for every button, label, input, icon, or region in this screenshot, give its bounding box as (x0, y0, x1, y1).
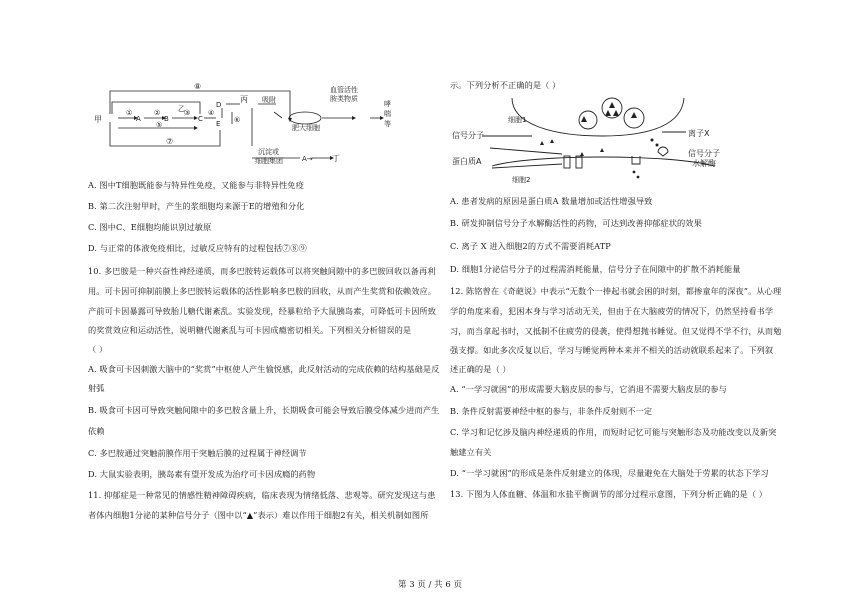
q11-stem-line1: 11. 抑郁症是一种常见的情感性精神障碍疾病，临床表现为情绪低落、悲观等。研究发现这与患 (88, 490, 436, 500)
svg-text:乙: 乙 (178, 105, 185, 113)
svg-text:细胞2: 细胞2 (512, 176, 531, 184)
svg-text:肥大细胞: 肥大细胞 (292, 124, 320, 132)
synapse-diagram (452, 96, 752, 188)
q9-option-a: A. 图中T细胞既能参与特异性免疫，又能参与非特异性免疫 (88, 180, 304, 190)
q11-option-c: C. 离子 X 进入细胞2的方式不需要消耗ATP (450, 241, 611, 251)
q10-stem-line1: 10. 多巴胺是一种兴奋性神经递质，而多巴胺转运载体可以将突触间隙中的多巴胺回收以备再利 (88, 266, 436, 276)
svg-text:喘: 喘 (384, 110, 391, 118)
svg-text:①: ① (126, 109, 133, 117)
q10-option-d: D. 大鼠实验表明，胰岛素有望开发成为治疗可卡因成瘾的药物 (88, 469, 316, 479)
signal-molecules (540, 102, 659, 178)
q12-stem-line2: 学的角度来看，犯困本身与学习活动无关，但由于在大脑疲劳的情况下，仍然坚持看书学 (450, 306, 774, 316)
svg-text:等: 等 (384, 120, 391, 128)
q12-option-a: A. “一学习就困”的形成需要大脑皮层的参与，它消退不需要大脑皮层的参与 (450, 384, 727, 394)
svg-text:信号分子: 信号分子 (452, 131, 484, 140)
q11-option-d: D. 细胞1分泌信号分子的过程需消耗能量，信号分子在间隙中的扩散不消耗能量 (450, 264, 741, 274)
svg-text:沉淀或: 沉淀或 (258, 148, 279, 156)
q10-option-b-line2: 依赖 (88, 426, 105, 436)
q9-option-c: C. 图中C、E细胞均能识别过敏原 (88, 222, 212, 232)
svg-text:甲: 甲 (94, 115, 102, 124)
q12-stem-line5: 述正确的是（ ） (450, 364, 511, 374)
svg-text:E: E (216, 120, 221, 128)
svg-text:④: ④ (208, 109, 215, 117)
svg-text:胺类物质: 胺类物质 (330, 95, 358, 103)
svg-text:水解酶: 水解酶 (692, 159, 716, 168)
q11-stem-line3: 示。下列分析不正确的是（ ） (450, 80, 561, 90)
svg-text:哮: 哮 (384, 100, 391, 108)
q10-stem-line2: 用。可卡因可抑制前膜上多巴胺转运载体的活性影响多巴胺的回收，从而产生奖赏和依赖效应。 (88, 286, 437, 296)
q11-stem-line2: 者体内细胞1分泌的某种信号分子（图中以“▲”表示）难以作用于细胞2有关，相关机制如图所 (88, 510, 429, 520)
q10-option-a-line1: A. 吸食可卡因刺激大脑中的“奖赏”中枢使人产生愉悦感，此反射活动的完成依赖的结构基础是反 (88, 364, 440, 374)
immune-diagram (90, 78, 420, 178)
svg-text:⑧: ⑧ (194, 82, 202, 91)
q10-stem-line4: 的奖赏效应和运动活性，说明糖代谢紊乱与可卡因成瘾密切相关。下列相关分析错误的是 (88, 325, 412, 335)
q12-option-c-line2: 触建立有关 (450, 447, 492, 457)
q12-option-b: B. 条件反射需要神经中枢的参与，非条件反射则不一定 (450, 406, 653, 416)
svg-text:细胞1: 细胞1 (508, 116, 527, 124)
svg-text:丁: 丁 (332, 154, 340, 163)
svg-text:细胞集团: 细胞集团 (255, 157, 283, 165)
svg-text:②: ② (154, 109, 161, 117)
q10-option-a-line2: 射弧 (88, 383, 105, 393)
svg-text:D: D (216, 101, 222, 109)
svg-text:丙: 丙 (240, 95, 248, 104)
svg-text:离子X: 离子X (688, 129, 710, 138)
q11-option-a: A. 患者发病的原因是蛋白质A 数量增加或活性增强导致 (450, 196, 653, 206)
svg-text:血管活性: 血管活性 (330, 86, 358, 94)
q11-option-b: B. 研发抑制信号分子水解酶活性的药物，可达到改善抑郁症状的效果 (450, 218, 702, 228)
q12-stem-line4: 强支撑。如此多次反复以后，学习与睡觉两种本来并不相关的活动就联系起来了。下列叙 (450, 345, 774, 355)
svg-text:⑥: ⑥ (234, 116, 241, 124)
q12-option-d: D. “一学习就困”的形成是条件反射建立的体现，尽量避免在大脑处于劳累的状态下学习 (450, 468, 769, 478)
svg-text:信号分子: 信号分子 (688, 149, 720, 158)
q12-stem-line3: 习，而当拿起书时，又抵制不住疲劳的侵袭，使得想抛书睡觉。但又觉得不学不行，从而勉 (450, 326, 782, 336)
q13-stem: 13. 下图为人体血糖、体温和水盐平衡调节的部分过程示意图，下列分析正确的是（ ） (450, 489, 768, 499)
q9-option-b: B. 第二次注射甲时，产生的浆细胞均来源于E的增殖和分化 (88, 201, 305, 211)
q12-option-c-line1: C. 学习和记忆涉及脑内神经递质的作用，而短时记忆可能与突触形态及功能改变以及新突 (450, 427, 777, 437)
q9-option-d: D. 与正常的体液免疫相比，过敏反应特有的过程包括⑦⑧⑨ (88, 243, 307, 253)
svg-text:B: B (164, 115, 169, 123)
svg-text:⑤: ⑤ (156, 121, 163, 129)
svg-text:A→: A→ (302, 155, 313, 163)
svg-text:③: ③ (184, 109, 191, 117)
q10-answer-paren: （ ） (88, 344, 108, 354)
svg-text:蛋白质A: 蛋白质A (452, 157, 482, 166)
page-footer: 第 3 页 / 共 6 页 (398, 580, 462, 590)
svg-text:吸附: 吸附 (262, 96, 276, 104)
svg-text:A: A (136, 115, 141, 123)
q10-option-c: C. 多巴胺通过突触前膜作用于突触后膜的过程属于神经调节 (88, 448, 307, 458)
q10-stem-line3: 产前可卡因暴露可导致胎儿糖代谢紊乱。实验发现，经暴粒给予大鼠胰岛素，可降低可卡因所致 (88, 306, 437, 316)
q10-option-b-line1: B. 吸食可卡因可导致突触间隙中的多巴胺含量上升，长期吸食可能会导致后膜受体减少进而产生 (88, 405, 440, 415)
q12-stem-line1: 12. 陈铭曾在《奇葩说》中表示“无数个一捧起书就会困的时刻，都掺童年的深夜”。从心理 (450, 286, 782, 296)
svg-text:⑦: ⑦ (166, 137, 174, 146)
svg-text:C: C (198, 115, 203, 123)
